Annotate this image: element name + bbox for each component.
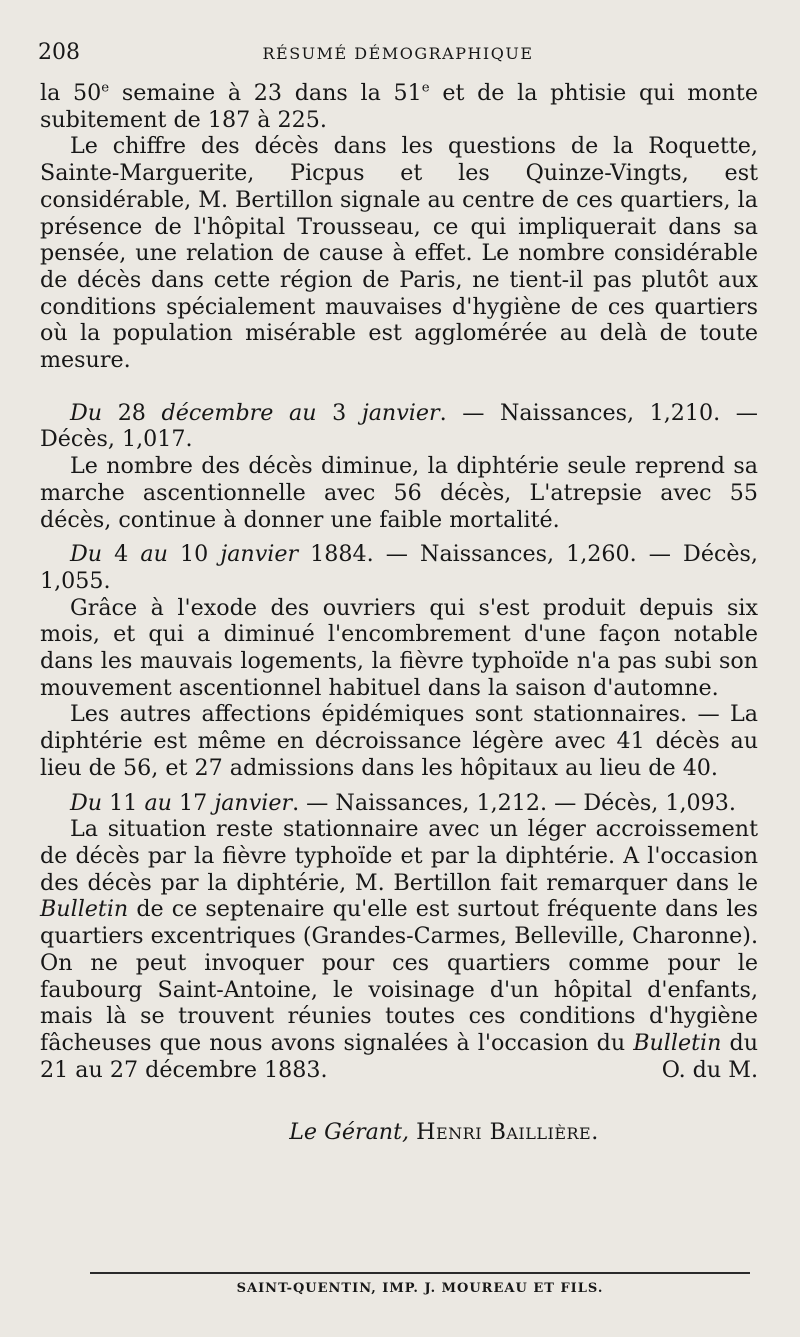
spacer xyxy=(40,374,758,400)
text-run: semaine à 23 dans la 51 xyxy=(109,80,422,106)
signature-title: Le Gérant, xyxy=(289,1119,410,1146)
text-run: 17 xyxy=(171,789,215,816)
text-run: 1884. — Naissances, 1,260. — Décès, 1,055. xyxy=(40,541,758,594)
text-run: Bulletin xyxy=(633,1029,722,1056)
signature-name: Henri Baillière. xyxy=(416,1119,599,1146)
text-run: du 21 au 27 décembre 1883. xyxy=(40,1029,758,1083)
text-run: la 50 xyxy=(40,80,102,106)
text-run: Du xyxy=(70,789,103,816)
page-number: 208 xyxy=(38,40,80,65)
spacer xyxy=(40,782,758,790)
running-head: RÉSUMÉ DÉMOGRAPHIQUE xyxy=(262,44,534,63)
date-heading xyxy=(40,400,758,453)
superscript: e xyxy=(421,80,430,96)
text-run: 4 xyxy=(102,541,141,568)
author-initials: O. du M. xyxy=(661,1056,758,1083)
text-run: et de la phtisie qui monte subitement de 187 à 225. xyxy=(40,80,758,133)
text-run: Bulletin xyxy=(40,896,129,923)
page-header xyxy=(38,38,758,72)
paragraph: Les autres affections épidémiques sont stationnaires. — La diphtérie est même en décroissance légère avec 41 décès au lieu de 56, et 27 admissions dans les hôpitaux au lieu de 40. xyxy=(40,701,758,781)
signature xyxy=(40,1119,758,1146)
paragraph xyxy=(40,816,758,1083)
text-run: janvier xyxy=(361,399,440,426)
text-run: 10 xyxy=(167,541,221,568)
text-run: La situation reste stationnaire avec un léger accroissement de décès par la fièvre typhoïde et par la diphtérie. A l'occasion des décès par la diphtérie, M. Bertillon fait remarquer dans le xyxy=(40,816,758,896)
date-heading xyxy=(40,541,758,594)
text-run: de ce septenaire qu'elle est surtout fréquente dans les quartiers excentriques (Grandes-Carmes, Belleville, Charonne). On ne peut invoquer pour ces quartiers comme pour le faubourg Saint-Antoine, le voisinage d'un hôpital d'enfants, mais là se trouvent réunies toutes ces conditions d'hygiène fâcheuses que nous avons signalées à l'occasion du xyxy=(40,896,758,1056)
text-run: janvier xyxy=(220,541,299,568)
text-run: Du xyxy=(70,399,103,426)
text-run: 28 xyxy=(102,399,162,426)
text-run: . — Naissances, 1,210. — Décès, 1,017. xyxy=(40,399,758,453)
paragraph: Le nombre des décès diminue, la diphtérie seule reprend sa marche ascentionnelle avec 56 décès, L'atrepsie avec 55 décès, continue à donner une faible mortalité. xyxy=(40,453,758,533)
text-run: 3 xyxy=(316,399,362,426)
text-run: Du xyxy=(70,541,103,568)
date-heading xyxy=(40,790,758,817)
paragraph: Le chiffre des décès dans les questions de la Roquette, Sainte-Marguerite, Picpus et les Quinze-Vingts, est considérable, M. Bertillon signale au centre de ces quartiers, la présence de l'hôpital Trousseau, ce qui impliquerait dans sa pensée, une relation de cause à effet. Le nombre considérable de décès dans cette région de Paris, ne tient-il pas plutôt aux conditions spécialement mauvaises d'hygiène de ces quartiers où la population misérable est agglomérée au delà de toute mesure. xyxy=(40,133,758,374)
text-run: janvier xyxy=(214,789,293,816)
paragraph-continued xyxy=(40,80,758,133)
text-run: . — Naissances, 1,212. — Décès, 1,093. xyxy=(292,789,736,816)
body-text xyxy=(40,80,758,1146)
superscript: e xyxy=(101,80,110,96)
spacer xyxy=(40,533,758,541)
text-run: décembre au xyxy=(161,399,317,426)
text-run: au xyxy=(144,789,172,816)
footer-rule xyxy=(90,1272,750,1274)
text-run: au xyxy=(140,541,168,568)
text-run: 11 xyxy=(102,789,145,816)
paragraph: Grâce à l'exode des ouvriers qui s'est produit depuis six mois, et qui a diminué l'encombrement d'une façon notable dans les mauvais logements, la fièvre typhoïde n'a pas subi son mouvement ascentionnel habituel dans la saison d'automne. xyxy=(40,594,758,701)
printer-imprint: SAINT-QUENTIN, IMP. J. MOUREAU ET FILS. xyxy=(236,1281,604,1296)
